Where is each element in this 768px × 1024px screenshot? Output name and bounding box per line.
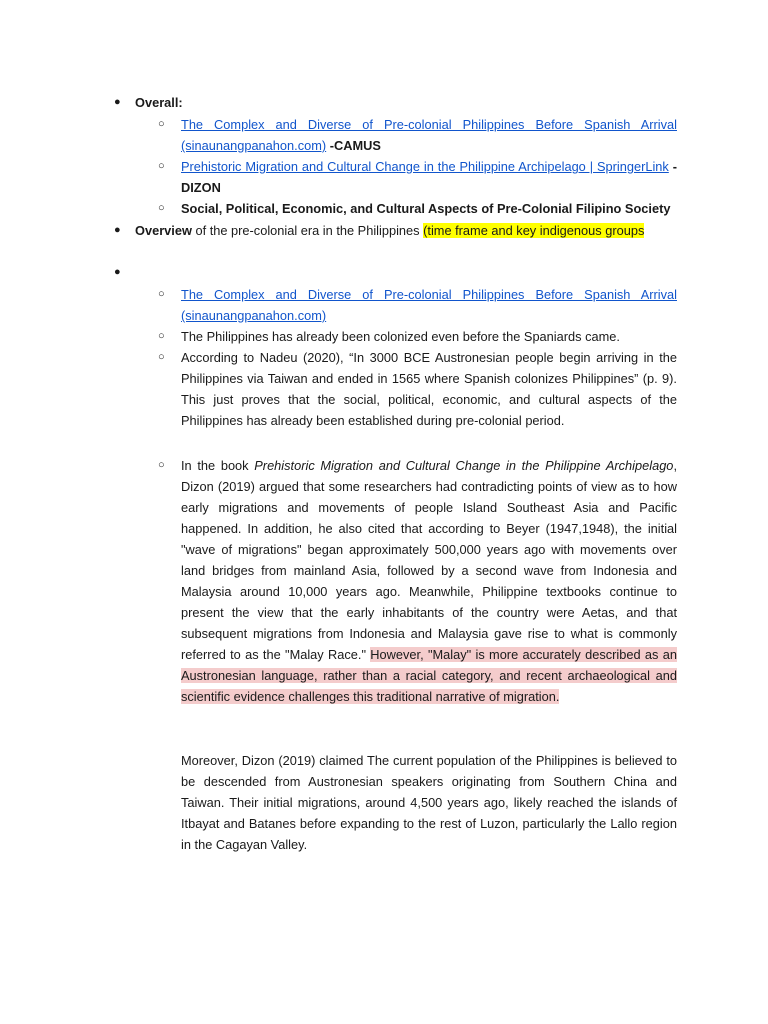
overall-item-camus xyxy=(181,114,677,156)
section-source xyxy=(181,284,677,326)
bullet-icon: ● xyxy=(114,224,121,236)
dizon-author: -DIZON xyxy=(181,159,677,195)
overall-heading xyxy=(135,92,183,113)
moreover-paragraph: Moreover, Dizon (2019) claimed The current population of the Philippines is believed to be descended from Austronesian speakers originating from Southern China and Taiwan. Their initial migrations, around 4,500 years ago, likely reached the islands of Itbayat and Batanes before expanding to the rest of Luzon, particularly the Lallo region in the Cagayan Valley. xyxy=(181,753,677,852)
camus-source-link[interactable]: The Complex and Diverse of Pre-colonial Philippines Before Spanish Arrival (sinaunangpanahon.com) xyxy=(181,117,677,153)
dizon-book-paragraph xyxy=(181,455,677,707)
overall-item-aspects xyxy=(181,198,677,219)
dizon-source-link[interactable]: Prehistoric Migration and Cultural Change in the Philippine Archipelago | SpringerLink xyxy=(181,159,669,174)
overall-label: Overall: xyxy=(135,95,183,110)
sub-bullet-icon: ○ xyxy=(158,118,165,130)
book-body: , Dizon (2019) argued that some researchers had contradicting points of view as to how early migrations and movements of people Island Southeast Asia and Pacific happened. In addition, he also cited that according to Beyer (1947,1948), the initial "wave of migrations" began approximately 500,000 years ago with movements over land bridges from mainland Asia, followed by a second wave from Indonesia and Malaysia around 10,000 years ago. Meanwhile, Philippine textbooks continue to present the view that the early inhabitants of the country were Aetas, and that subsequent migrations from Indonesia and Malaysia gave rise to what is commonly referred to as the "Malay Race." xyxy=(181,458,677,662)
nadeu-paragraph: According to Nadeu (2020), “In 3000 BCE Austronesian people begin arriving in the Philippines via Taiwan and ended in 1565 where Spanish colonizes Philippines” (p. 9). This just proves that the social, political, economic, and cultural aspects of the Philippines has already been established during pre-colonial period. xyxy=(181,350,677,428)
colonized-paragraph: The Philippines has already been colonized even before the Spaniards came. xyxy=(181,329,620,344)
sub-bullet-icon: ○ xyxy=(158,288,165,300)
sub-bullet-icon: ○ xyxy=(158,459,165,471)
camus-author: -CAMUS xyxy=(326,138,381,153)
overall-item-dizon xyxy=(181,156,677,198)
bullet-icon: ● xyxy=(114,266,121,278)
sub-bullet-icon: ○ xyxy=(158,202,165,214)
sub-bullet-icon: ○ xyxy=(158,330,165,342)
sub-bullet-icon: ○ xyxy=(158,160,165,172)
bullet-icon: ● xyxy=(114,96,121,108)
sub-bullet-icon: ○ xyxy=(158,351,165,363)
section-source-link[interactable]: The Complex and Diverse of Pre-colonial Philippines Before Spanish Arrival (sinaunangpanahon.com) xyxy=(181,287,677,323)
overview-text: of the pre-colonial era in the Philippines xyxy=(191,223,424,238)
aspects-heading: Social, Political, Economic, and Cultural Aspects of Pre-Colonial Filipino Society xyxy=(181,201,671,216)
book-title: Prehistoric Migration and Cultural Change in the Philippine Archipelago xyxy=(254,458,674,473)
overview-paragraph xyxy=(135,220,677,241)
overview-highlight: (time frame and key indigenous groups xyxy=(423,223,645,238)
book-highlight: However, "Malay" is more accurately described as an Austronesian language, rather than a racial category, and recent archaeological and scientific evidence challenges this traditional narrative of migration. xyxy=(181,647,677,704)
overview-label: Overview xyxy=(135,223,192,238)
book-intro: In the book xyxy=(181,458,255,473)
